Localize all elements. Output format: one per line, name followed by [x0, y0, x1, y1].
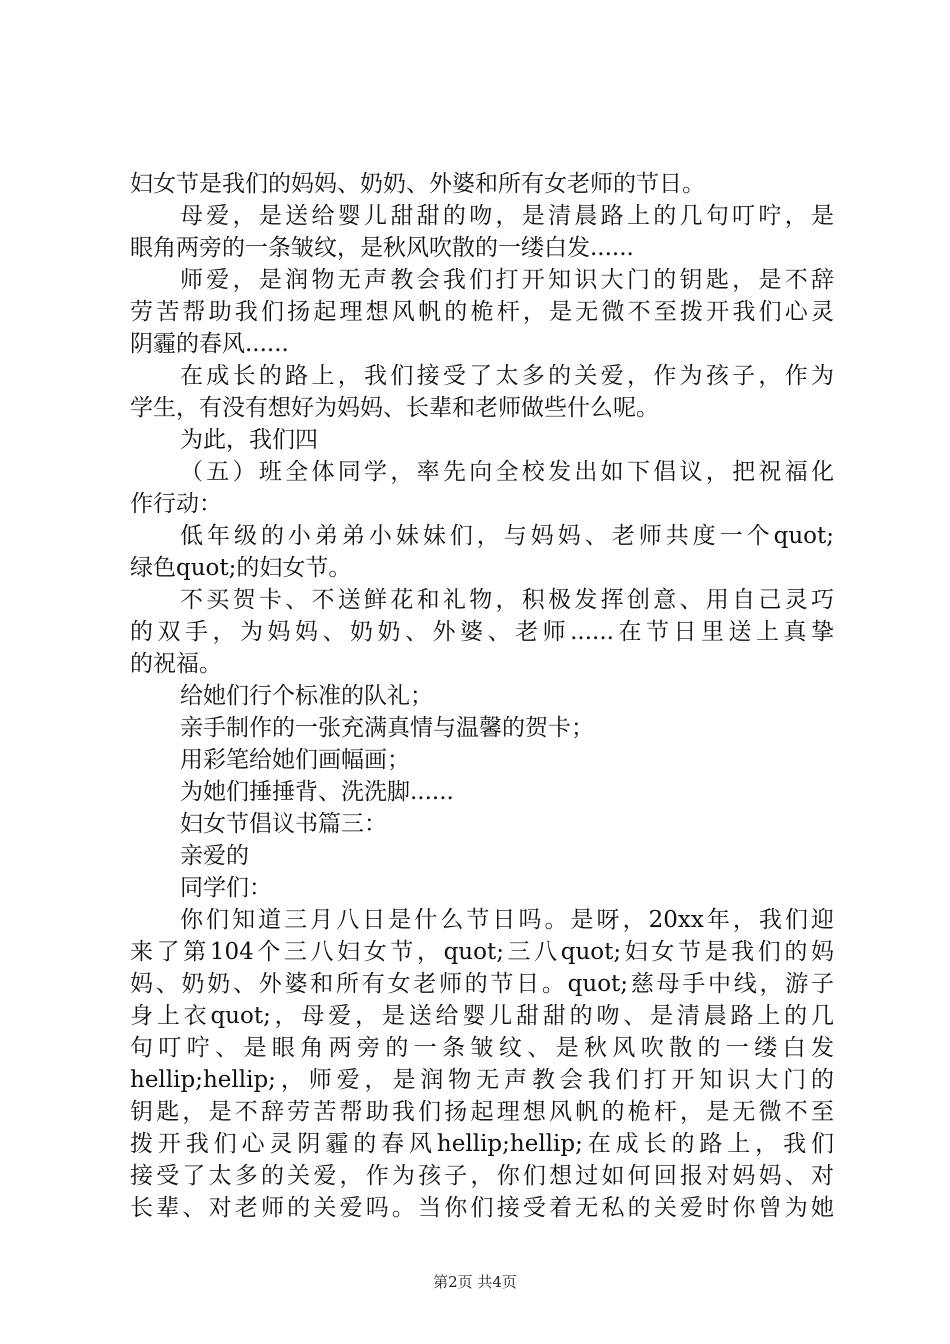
text-line: 绿色quot;的妇女节。	[130, 555, 352, 581]
text-line: 来了第104个三八妇女节，quot;三八quot;妇女节是我们的妈	[130, 939, 834, 965]
text-line: 阴霾的春风......	[130, 331, 289, 357]
text-line: 劳苦帮助我们扬起理想风帆的桅杆，是无微不至拨开我们心灵	[130, 299, 834, 325]
text-line: 妇女节倡议书篇三：	[180, 811, 387, 837]
text-line: 不买贺卡、不送鲜花和礼物，积极发挥创意、用自己灵巧	[180, 587, 834, 613]
text-line: 的双手，为妈妈、奶奶、外婆、老师......在节日里送上真挚	[130, 619, 834, 645]
text-line: 接受了太多的关爱，作为孩子，你们想过如何回报对妈妈、对	[130, 1163, 834, 1189]
text-line: 钥匙，是不辞劳苦帮助我们扬起理想风帆的桅杆，是无微不至	[130, 1099, 834, 1125]
text-line: 句叮咛、是眼角两旁的一条皱纹、是秋风吹散的一缕白发	[130, 1035, 834, 1061]
text-line: 在成长的路上，我们接受了太多的关爱，作为孩子，作为	[180, 363, 834, 389]
text-line: 妈、奶奶、外婆和所有女老师的节日。quot;慈母手中线，游子	[130, 971, 834, 997]
text-line: 身上衣quot;，母爱，是送给婴儿甜甜的吻、是清晨路上的几	[130, 1003, 834, 1029]
text-line: hellip;hellip;，师爱，是润物无声教会我们打开知识大门的	[130, 1067, 834, 1093]
text-line: 眼角两旁的一条皱纹，是秋风吹散的一缕白发......	[130, 235, 634, 261]
text-line: 长辈、对老师的关爱吗。当你们接受着无私的关爱时你曾为她	[130, 1195, 834, 1221]
text-line: 低年级的小弟弟小妹妹们，与妈妈、老师共度一个quot;	[180, 523, 834, 549]
text-line: 用彩笔给她们画幅画；	[180, 747, 410, 773]
text-line: 亲爱的	[180, 843, 249, 869]
text-line: 作行动：	[130, 491, 222, 517]
text-line: 同学们：	[180, 875, 272, 901]
page-footer: 第2页 共4页	[433, 1273, 517, 1291]
text-line: 拨开我们心灵阴霾的春风hellip;hellip;在成长的路上，我们	[130, 1131, 834, 1157]
text-line: 为此，我们四	[180, 427, 318, 453]
text-line: 妇女节是我们的妈妈、奶奶、外婆和所有女老师的节日。	[130, 171, 705, 197]
text-line: 学生，有没有想好为妈妈、长辈和老师做些什么呢。	[130, 395, 659, 421]
text-line: 你们知道三月八日是什么节日吗。是呀，20xx年，我们迎	[180, 907, 834, 933]
text-line: 给她们行个标准的队礼；	[180, 683, 433, 709]
text-line: 为她们捶捶背、洗洗脚......	[180, 779, 454, 805]
text-line: （五）班全体同学，率先向全校发出如下倡议，把祝福化	[180, 459, 834, 485]
text-line: 亲手制作的一张充满真情与温馨的贺卡；	[180, 715, 594, 741]
text-line: 的祝福。	[130, 651, 222, 677]
text-line: 母爱，是送给婴儿甜甜的吻，是清晨路上的几句叮咛，是	[180, 203, 834, 229]
document-body	[130, 168, 834, 1224]
text-line: 师爱，是润物无声教会我们打开知识大门的钥匙，是不辞	[180, 267, 834, 293]
